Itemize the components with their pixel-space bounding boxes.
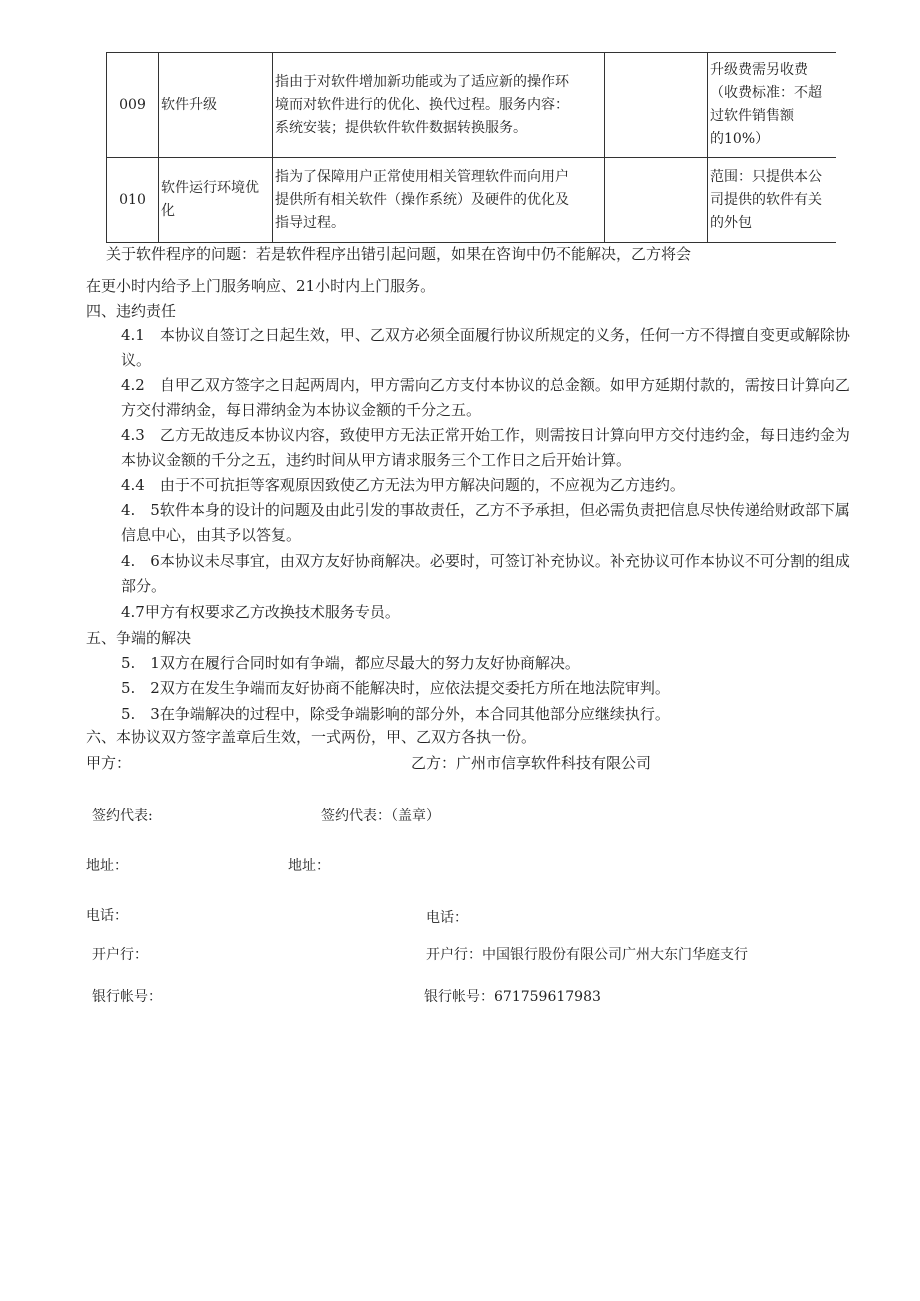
table-row [107,158,837,243]
note-line: 升级费需另收费 [710,62,808,78]
service-note [708,53,837,158]
account-b-label: 银行帐号：671759617983 [424,989,601,1005]
address-b-label: 地址： [288,858,330,874]
tel-a-label: 电话： [86,908,128,924]
service-description [273,53,605,158]
note-line: 过软件销售额 [710,108,794,124]
clause-4-6: 4. 6本协议未尽事宜，由双方友好协商解决。必要时，可签订补充协议。补充协议可作本协议不可分割的组成部分。 [121,552,850,595]
note-line: 司提供的软件有关 [710,191,822,208]
party-a-label: 甲方： [86,754,132,772]
section6-text: 六、本协议双方签字盖章后生效，一式两份，甲、乙双方各执一份。 [86,728,537,746]
name-line: 化 [161,203,175,219]
service-description [273,158,605,243]
party-b-label: 乙方：广州市信享软件科技有限公司 [411,754,652,772]
rep-b-label: 签约代表：（盖章） [321,808,440,824]
clause-4-3: 4.3 乙方无故违反本协议内容，致使甲方无法正常开始工作，则需按日计算向甲方交付违约金，每日违约金为本协议金额的千分之五，违约时间从甲方请求服务三个工作日之后开始计算。 [121,426,850,469]
clause-4-5: 4. 5软件本身的设计的问题及由此引发的事故责任，乙方不予承担，但必需负责把信息尽快传递给财政部下属信息中心，由其予以答复。 [121,501,850,544]
table-row [107,53,837,158]
section5-heading: 五、争端的解决 [86,629,192,647]
software-issue-line2: 在更小时内给予上门服务响应、21小时内上门服务。 [86,277,436,295]
clause-5-3: 5. 3在争端解决的过程中，除受争端影响的部分外，本合同其他部分应继续执行。 [121,705,670,723]
name-line: 软件运行环境优 [161,180,259,196]
tel-b-label: 电话： [426,910,468,926]
clause-4-2: 4.2 自甲乙双方签字之日起两周内，甲方需向乙方支付本协议的总金额。如甲方延期付款的，需按日计算向乙方交付滞纳金，每日滞纳金为本协议金额的千分之五。 [121,376,850,419]
rep-a-label: 签约代表: [92,808,153,824]
service-table [106,52,836,243]
clause-4-7: 4.7甲方有权要求乙方改换技术服务专员。 [121,603,400,621]
service-note [708,158,837,243]
note-line: （收费标准：不超 [710,85,822,101]
service-code: 009 [107,53,159,158]
desc-line: 指由于对软件增加新功能或为了适应新的操作环 [275,73,569,90]
desc-line: 指导过程。 [275,214,345,231]
address-a-label: 地址： [86,858,128,874]
service-name [159,158,273,243]
bank-a-label: 开户行： [92,947,148,963]
desc-line: 指为了保障用户正常使用相关管理软件而向用户 [275,168,569,185]
section4-heading: 四、违约责任 [86,302,177,320]
clause-5-1: 5. 1双方在履行合同时如有争端，都应尽最大的努力友好协商解决。 [121,654,580,672]
note-line: 的外包 [710,214,752,231]
clause-4-4: 4.4 由于不可抗拒等客观原因致使乙方无法为甲方解决问题的，不应视为乙方违约。 [121,476,685,494]
note-line: 范围：只提供本公 [710,168,822,185]
software-issue-line1: 关于软件程序的问题：若是软件程序出错引起问题，如果在咨询中仍不能解决，乙方将会 [106,245,692,263]
bank-b-label: 开户行：中国银行股份有限公司广州大东门华庭支行 [426,947,748,963]
empty-cell [605,53,708,158]
empty-cell [605,158,708,243]
account-a-label: 银行帐号： [92,989,162,1005]
desc-line: 境而对软件进行的优化、换代过程。服务内容： [275,96,569,113]
desc-line: 提供所有相关软件（操作系统）及硬件的优化及 [275,191,569,208]
note-line: 的10%） [710,131,770,147]
desc-line: 系统安装；提供软件软件数据转换服务。 [275,119,527,136]
service-name: 软件升级 [159,53,273,158]
service-code: 010 [107,158,159,243]
clause-4-1: 4.1 本协议自签订之日起生效，甲、乙双方必须全面履行协议所规定的义务，任何一方不得擅自变更或解除协议。 [121,326,850,369]
clause-5-2: 5. 2双方在发生争端而友好协商不能解决时，应依法提交委托方所在地法院审判。 [121,679,670,697]
